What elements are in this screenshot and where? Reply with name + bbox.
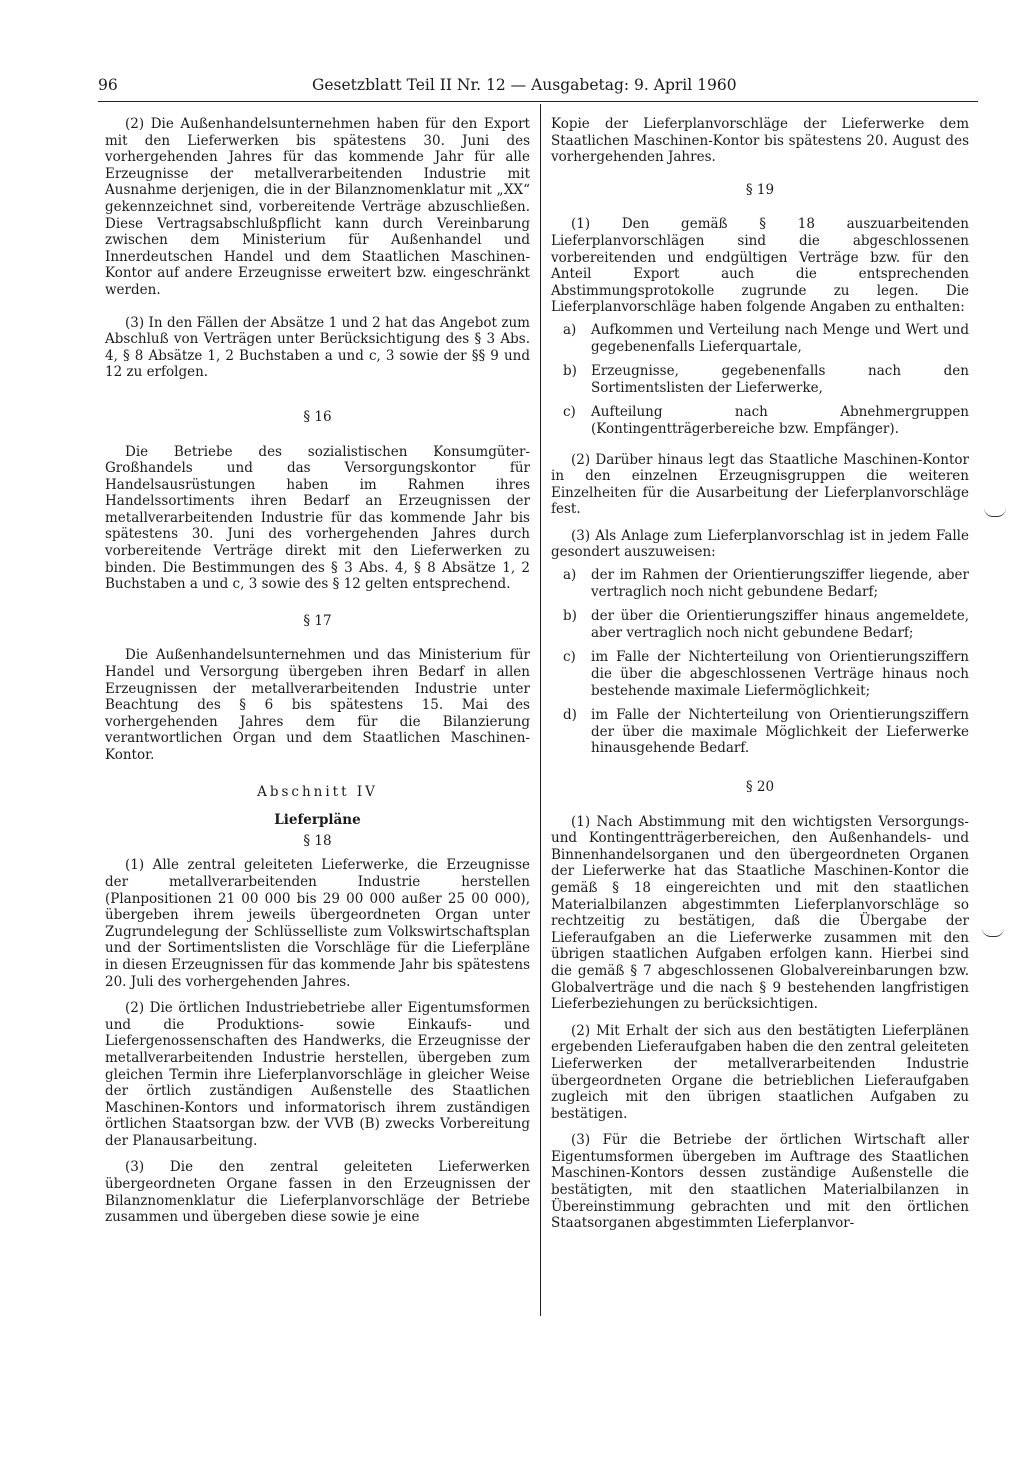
column-divider [540, 104, 541, 1316]
header-rule [98, 101, 978, 102]
list-item [551, 567, 969, 600]
section-18-heading: § 18 [303, 832, 332, 849]
paragraph-19-3: (3) Als Anlage zum Lieferplanvorschlag ist in jedem Falle gesondert auszuweisen: [551, 527, 969, 561]
list-item-text: im Falle der Nichterteilung von Orientierungsziffern der über die maximale Möglichkeit der Lieferwerke hinausgehende Bedarf. [591, 707, 969, 757]
paragraph-15-3: (3) In den Fällen der Absätze 1 und 2 hat das Angebot zum Abschluß von Verträgen unter Berücksichtigung des § 3 Abs. 4, § 8 Absätze 1, 2 Buchstaben a und c, 3 sowie der §§ 9 und 12 zu erfolgen. [105, 314, 530, 381]
paragraph-19-1: (1) Den gemäß § 18 auszuarbeitenden Lieferplanvorschlägen sind die abgeschlossenen vorbereitenden und endgültigen Verträge bzw. für den Anteil Export auch die entsprechenden Abstimmungsprotokolle zugrunde zu legen. Die Lieferplanvorschläge haben folgende Angaben zu enthalten: [551, 216, 969, 316]
header-title: Gesetzblatt Teil II Nr. 12 — Ausgabetag: 9. April 1960 [312, 76, 737, 94]
section-20-heading: § 20 [745, 779, 775, 795]
page-header [98, 76, 978, 98]
paragraph-17: Die Außenhandelsunternehmen und das Ministerium für Handel und Versorgung übergeben ihren Bedarf in allen Erzeugnissen der metallverarbeitenden Industrie unter Beachtung des § 6 bis spätestens 15. Mai des vorhergehenden Jahres dem für die Bilanzierung verantwortlichen Organ und dem Staatlichen Maschinen-Kontor. [105, 647, 530, 763]
list-item-text: im Falle der Nichterteilung von Orientierungsziffern die über die abgeschlossenen Verträge hinaus noch bestehende maximale Liefermöglichkeit; [591, 649, 969, 699]
paragraph-20-2: (2) Mit Erhalt der sich aus den bestätigten Lieferplänen ergebenden Lieferaufgaben haben die den zentral geleiteten Lieferwerken der metallverarbeitenden Industrie übergeordneten Organe die betrieblichen Lieferaufgaben zugleich mit den übrigen staatlichen Aufgaben zu bestätigen. [551, 1022, 969, 1122]
list-item [551, 322, 969, 355]
list-item [551, 404, 969, 437]
page-number: 96 [98, 76, 118, 94]
list-item-text: Aufkommen und Verteilung nach Menge und Wert und gegebenenfalls Lieferquartale, [591, 321, 969, 355]
left-column [105, 116, 530, 1242]
list-item-label: c) [563, 404, 576, 421]
list-item-text: Erzeugnisse, gegebenenfalls nach den Sortimentslisten der Lieferwerke, [591, 363, 969, 396]
paragraph-18-2: (2) Die örtlichen Industriebetriebe aller Eigentumsformen und die Produktions- sowie Einkaufs- und Liefergenossenschaften des Handwerks, die Erzeugnisse der metallverarbeitenden Industrie herstellen, übergeben zum gleichen Termin ihre Lieferplanvorschläge in gleicher Weise der örtlich zuständigen Außenstelle des Staatlichen Maschinen-Kontors und informatorisch ihrem zuständigen örtlichen Staatsorgan bzw. der VVB (B) zwecks Vorbereitung der Planausarbeitung. [105, 1000, 530, 1149]
list-item-label: d) [563, 707, 577, 724]
paragraph-18-3: (3) Die den zentral geleiteten Lieferwerken übergeordneten Organe fassen in den Erzeugnissen der Bilanznomenklatur die Lieferplanvorschläge der Betriebe zusammen und übergeben diese sowie je eine [105, 1159, 530, 1226]
paragraph-18-1: (1) Alle zentral geleiteten Lieferwerke, die Erzeugnisse der metallverarbeitenden Industrie herstellen (Planpositionen 21 00 000 bis 29 00 000 außer 25 00 000), übergeben ihrem jeweils übergeordneten Organ unter Zugrundelegung der Schlüsselliste zum Volkswirtschaftsplan und der Sortimentslisten die Vorschläge für die Lieferpläne in diesen Erzeugnissen für das kommende Jahr bis spätestens 20. Juli des vorhergehenden Jahres. [105, 857, 530, 990]
list-item-label: c) [563, 649, 576, 666]
list-item [551, 649, 969, 699]
section-16-heading: § 16 [303, 408, 332, 425]
list-19-1 [551, 322, 969, 438]
list-item-text: Aufteilung nach Abnehmergruppen (Kontingentträgerbereiche bzw. Empfänger). [591, 404, 969, 437]
list-item-text: der über die Orientierungsziffer hinaus angemeldete, aber vertraglich noch nicht gebundene Bedarf; [591, 608, 969, 641]
list-item [551, 707, 969, 757]
list-item [551, 608, 969, 641]
margin-mark [982, 928, 1004, 937]
list-item [551, 363, 969, 396]
margin-mark [984, 508, 1006, 517]
section-17-heading: § 17 [303, 612, 332, 629]
paragraph-20-1: (1) Nach Abstimmung mit den wichtigsten Versorgungs- und Kontingentträgerbereichen, den Außenhandels- und Binnenhandelsorganen und den übergeordneten Organen der Lieferwerke hat das Staatliche Maschinen-Kontor die gemäß § 18 eingereichten und mit den staatlichen Materialbilanzen abgestimmten Lieferplanvorschläge so rechtzeitig zu bestätigen, daß die Übergabe der Lieferaufgaben an die Lieferwerke zusammen mit den übrigen staatlichen Aufgaben erfolgen kann. Hierbei sind die gemäß § 7 abgeschlossenen Globalvereinbarungen bzw. Globalverträge und die nach § 9 bestehenden langfristigen Lieferbeziehungen zu berücksichtigen. [551, 813, 969, 1013]
list-item-label: b) [563, 363, 577, 380]
list-item-label: b) [563, 608, 577, 625]
section-19-heading: § 19 [745, 181, 775, 198]
paragraph-19-2: (2) Darüber hinaus legt das Staatliche Maschinen-Kontor in den einzelnen Erzeugnisgruppen die weiteren Einzelheiten für die Ausarbeitung der Lieferplanvorschläge fest. [551, 451, 969, 518]
paragraph-16: Die Betriebe des sozialistischen Konsumgüter-Großhandels und das Versorgungskontor für Handelsausrüstungen haben im Rahmen ihres Handelssortiments ihren Bedarf an Erzeugnissen der metallverarbeitenden Industrie für das kommende Jahr bis spätestens 30. Juni des vorhergehenden Jahres durch vorbereitende Verträge direkt mit den Lieferwerken zu binden. Die Bestimmungen des § 3 Abs. 4, § 8 Absätze 1, 2 Buchstaben a und c, 3 sowie des § 12 gelten entsprechend. [105, 443, 530, 593]
list-19-3 [551, 567, 969, 757]
list-item-label: a) [563, 567, 577, 584]
paragraph-20-3: (3) Für die Betriebe der örtlichen Wirtschaft aller Eigentumsformen übergeben im Auftrage des Staatlichen Maschinen-Kontors dessen zuständige Außenstelle die bestätigten, mit den staatlichen Materialbilanzen in Übereinstimmung gebrachten und mit den örtlichen Staatsorganen abgestimmten Lieferplanvor- [551, 1132, 969, 1232]
chapter-subheading: Lieferpläne [274, 812, 361, 829]
paragraph-18-3-continued: Kopie der Lieferplanvorschläge der Lieferwerke dem Staatlichen Maschinen-Kontor bis spätestens 20. August des vorhergehenden Jahres. [551, 116, 969, 166]
list-item-label: a) [563, 321, 577, 338]
right-column [551, 116, 969, 1248]
paragraph-15-2: (2) Die Außenhandelsunternehmen haben für den Export mit den Lieferwerken bis spätestens 30. Juni des vorhergehenden Jahres für das kommende Jahr für alle Erzeugnisse der metallverarbeitenden Industrie mit Ausnahme derjenigen, die in der Bilanznomenklatur mit „XX“ gekennzeichnet sind, vorbereitende Verträge abzuschließen. Diese Vertragsabschlußpflicht kann durch Vereinbarung zwischen dem Ministerium für Außenhandel und Innerdeutschen Handel und dem Staatlichen Maschinen-Kontor auf andere Erzeugnisse erweitert bzw. eingeschränkt werden. [105, 116, 530, 298]
chapter-heading: Abschnitt IV [257, 783, 378, 800]
list-item-text: der im Rahmen der Orientierungsziffer liegende, aber vertraglich noch nicht gebundene Bedarf; [591, 567, 969, 600]
